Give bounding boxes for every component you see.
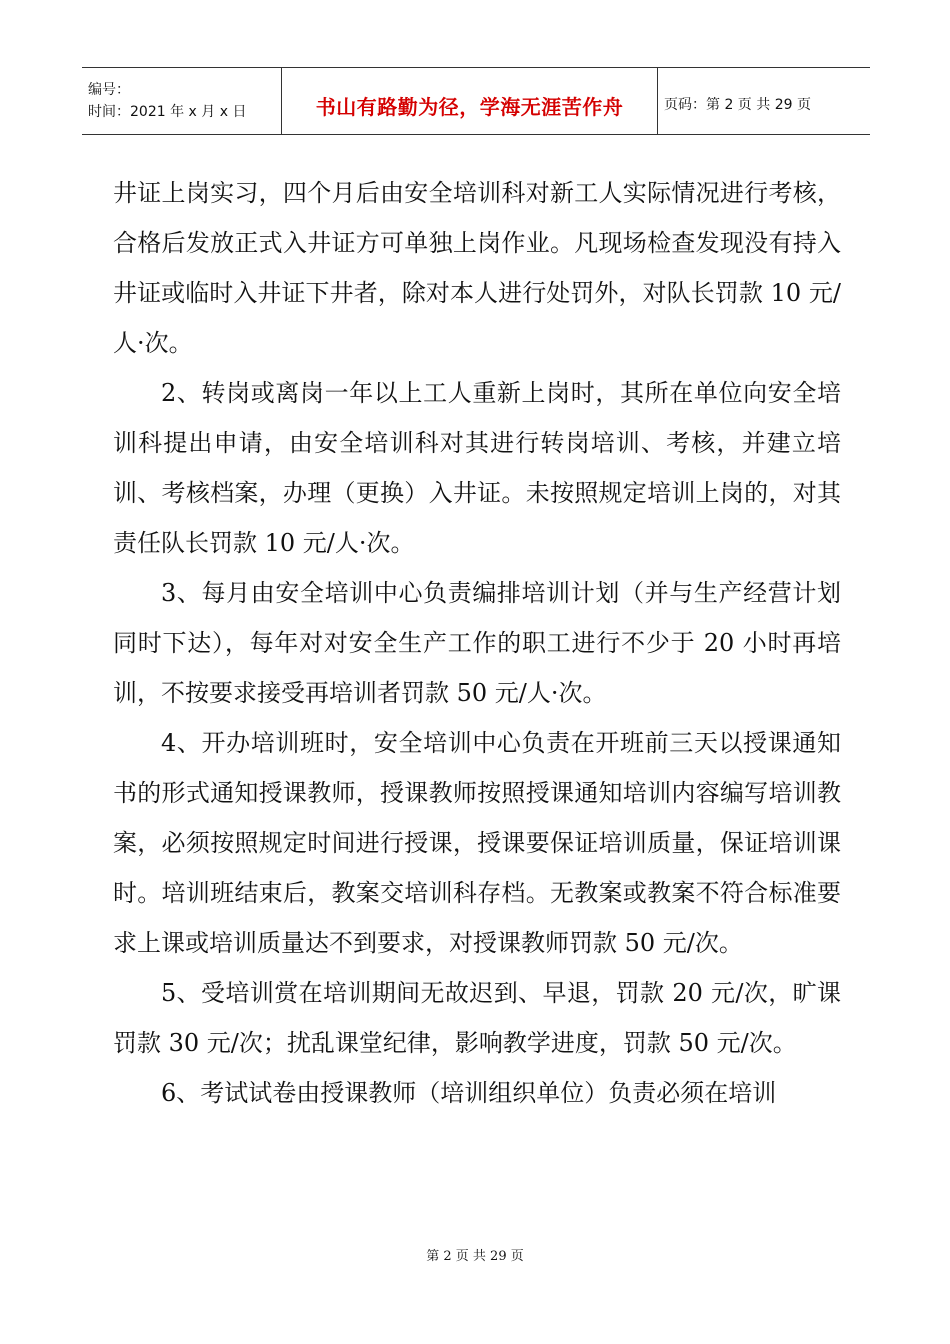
document-number-label: 编号： bbox=[88, 82, 130, 98]
document-body bbox=[113, 168, 841, 1118]
paragraph: 3、每月由安全培训中心负责编排培训计划（并与生产经营计划同时下达），每年对对安全生产工作的职工进行不少于 20 小时再培训，不按要求接受再培训者罚款 50 元/人·次。 bbox=[113, 579, 841, 707]
paragraph: 井证上岗实习，四个月后由安全培训科对新工人实际情况进行考核，合格后发放正式入井证方可单独上岗作业。凡现场检查发现没有持入井证或临时入井证下井者，除对本人进行处罚外，对队长罚款 10 元/人·次。 bbox=[113, 179, 841, 357]
page-header bbox=[82, 67, 870, 135]
document-time-label: 时间：2021 年 x 月 x 日 bbox=[88, 104, 247, 120]
page-footer: 第 2 页 共 29 页 bbox=[426, 1249, 524, 1264]
header-page-info: 页码：第 2 页 共 29 页 bbox=[664, 97, 811, 113]
header-motto: 书山有路勤为径，学海无涯苦作舟 bbox=[282, 68, 658, 134]
paragraph: 2、转岗或离岗一年以上工人重新上岗时，其所在单位向安全培训科提出申请，由安全培训科对其进行转岗培训、考核，并建立培训、考核档案，办理（更换）入井证。未按照规定培训上岗的，对其责任队长罚款 10 元/人·次。 bbox=[113, 379, 841, 557]
header-meta bbox=[82, 68, 282, 134]
paragraph: 6、考试试卷由授课教师（培训组织单位）负责必须在培训 bbox=[161, 1079, 777, 1107]
paragraph: 5、受培训赏在培训期间无故迟到、早退，罚款 20 元/次，旷课罚款 30 元/次；扰乱课堂纪律，影响教学进度，罚款 50 元/次。 bbox=[113, 979, 841, 1057]
paragraph: 4、开办培训班时，安全培训中心负责在开班前三天以授课通知书的形式通知授课教师，授课教师按照授课通知培训内容编写培训教案，必须按照规定时间进行授课，授课要保证培训质量，保证培训课时。培训班结束后，教案交培训科存档。无教案或教案不符合标准要求上课或培训质量达不到要求，对授课教师罚款 50 元/次。 bbox=[113, 729, 841, 957]
